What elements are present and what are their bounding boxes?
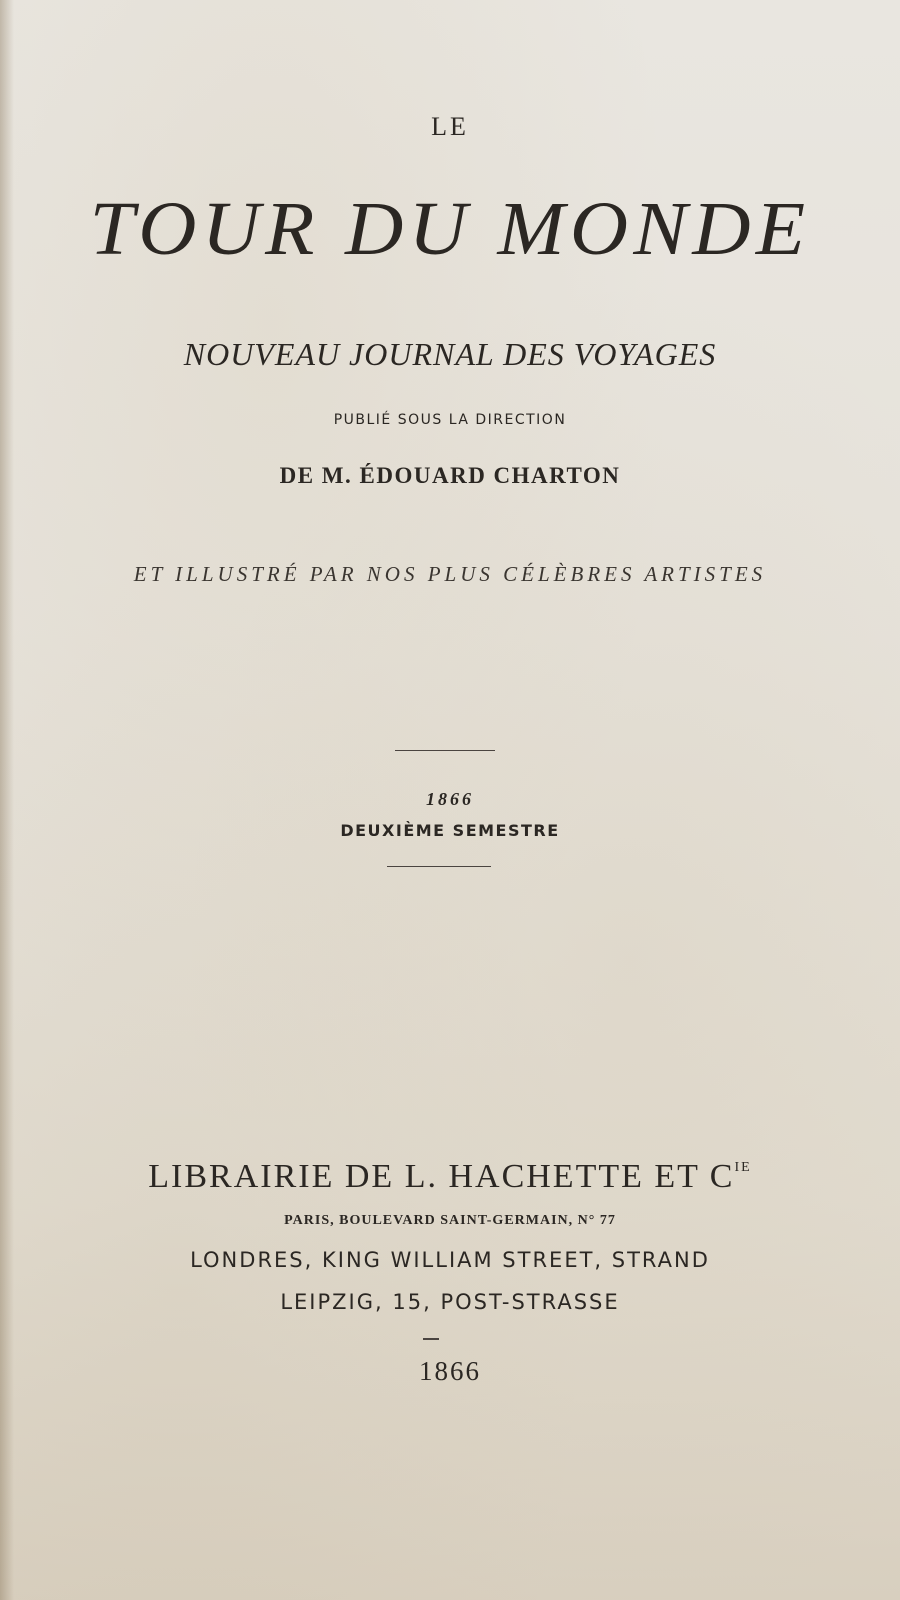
divider-bottom: [387, 866, 491, 867]
paris-address: PARIS, BOULEVARD SAINT-GERMAIN, N° 77: [284, 1213, 616, 1228]
illustrated-by-line: ET ILLUSTRÉ PAR NOS PLUS CÉLÈBRES ARTISTES: [133, 562, 767, 586]
publisher-line: [0, 1158, 900, 1196]
publisher-suffix: IE: [734, 1160, 752, 1175]
journal-title: TOUR DU MONDE: [89, 187, 811, 271]
semester-line: DEUXIÈME SEMESTRE: [340, 821, 560, 840]
published-under-line: PUBLIÉ SOUS LA DIRECTION: [333, 412, 567, 428]
volume-year: 1866: [426, 789, 474, 809]
publisher-name: LIBRAIRIE DE L. HACHETTE ET C: [148, 1158, 735, 1195]
divider-top: [395, 750, 495, 751]
small-dash: [423, 1338, 439, 1340]
london-address: LONDRES, KING WILLIAM STREET, STRAND: [190, 1248, 710, 1272]
imprint-year: 1866: [419, 1356, 481, 1386]
journal-subtitle: NOUVEAU JOURNAL DES VOYAGES: [183, 336, 717, 372]
editor-line: DE M. ÉDOUARD CHARTON: [279, 463, 621, 488]
title-article: LE: [431, 112, 469, 141]
leipzig-address: LEIPZIG, 15, POST-STRASSE: [280, 1290, 620, 1314]
